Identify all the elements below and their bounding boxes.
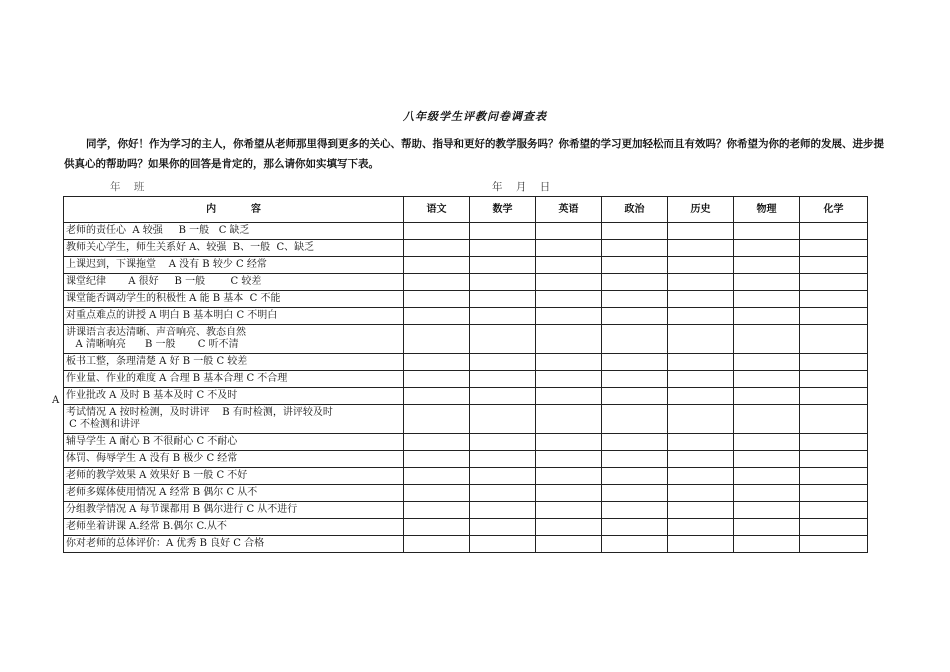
rating-cell[interactable] bbox=[536, 240, 602, 257]
rating-cell[interactable] bbox=[800, 485, 868, 502]
rating-cell[interactable] bbox=[404, 257, 470, 274]
rating-cell[interactable] bbox=[404, 502, 470, 519]
table-row bbox=[64, 325, 868, 354]
rating-cell[interactable] bbox=[470, 502, 536, 519]
question-cell: 考试情况 A 按时检测，及时讲评 B 有时检测，讲评较及时 C 不检测和讲评 bbox=[64, 405, 404, 434]
rating-cell[interactable] bbox=[800, 388, 868, 405]
question-cell: 体罚、侮辱学生 A 没有 B 极少 C 经常 bbox=[64, 451, 404, 468]
rating-cell[interactable] bbox=[404, 274, 470, 291]
rating-cell[interactable] bbox=[734, 502, 800, 519]
rating-cell[interactable] bbox=[470, 451, 536, 468]
rating-cell[interactable] bbox=[470, 354, 536, 371]
rating-cell[interactable] bbox=[734, 451, 800, 468]
table-row bbox=[64, 468, 868, 485]
rating-cell[interactable] bbox=[668, 405, 734, 434]
rating-cell[interactable] bbox=[800, 240, 868, 257]
rating-cell[interactable] bbox=[668, 502, 734, 519]
table-row bbox=[64, 354, 868, 371]
rating-cell[interactable] bbox=[470, 308, 536, 325]
rating-cell[interactable] bbox=[536, 325, 602, 354]
rating-cell[interactable] bbox=[668, 536, 734, 553]
rating-cell[interactable] bbox=[602, 468, 668, 485]
rating-cell[interactable] bbox=[602, 536, 668, 553]
rating-cell[interactable] bbox=[470, 434, 536, 451]
rating-cell[interactable] bbox=[668, 485, 734, 502]
rating-cell[interactable] bbox=[602, 434, 668, 451]
rating-cell[interactable] bbox=[800, 451, 868, 468]
table-row bbox=[64, 308, 868, 325]
rating-cell[interactable] bbox=[536, 354, 602, 371]
rating-cell[interactable] bbox=[668, 257, 734, 274]
question-cell: 作业量、作业的难度 A 合理 B 基本合理 C 不合理 bbox=[64, 371, 404, 388]
rating-cell[interactable] bbox=[668, 325, 734, 354]
survey-table-body bbox=[64, 223, 868, 553]
rating-cell[interactable] bbox=[470, 485, 536, 502]
rating-cell[interactable] bbox=[800, 223, 868, 240]
rating-cell[interactable] bbox=[734, 485, 800, 502]
question-cell: 课堂纪律 A 很好 B 一般 C 较差 bbox=[64, 274, 404, 291]
rating-cell[interactable] bbox=[800, 325, 868, 354]
rating-cell[interactable] bbox=[602, 405, 668, 434]
rating-cell[interactable] bbox=[800, 468, 868, 485]
rating-cell[interactable] bbox=[602, 325, 668, 354]
rating-cell[interactable] bbox=[602, 485, 668, 502]
rating-cell[interactable] bbox=[470, 223, 536, 240]
subject-header-english: 英语 bbox=[536, 197, 602, 223]
rating-cell[interactable] bbox=[800, 354, 868, 371]
rating-cell[interactable] bbox=[800, 291, 868, 308]
rating-cell[interactable] bbox=[536, 291, 602, 308]
rating-cell[interactable] bbox=[404, 451, 470, 468]
rating-cell[interactable] bbox=[404, 388, 470, 405]
rating-cell[interactable] bbox=[470, 274, 536, 291]
rating-cell[interactable] bbox=[404, 325, 470, 354]
rating-cell[interactable] bbox=[536, 536, 602, 553]
rating-cell[interactable] bbox=[668, 388, 734, 405]
rating-cell[interactable] bbox=[668, 468, 734, 485]
question-cell: 教师关心学生，师生关系好 A、较强 B、一般 C、缺乏 bbox=[64, 240, 404, 257]
rating-cell[interactable] bbox=[734, 371, 800, 388]
table-row bbox=[64, 371, 868, 388]
table-row bbox=[64, 405, 868, 434]
rating-cell[interactable] bbox=[668, 434, 734, 451]
table-row bbox=[64, 519, 868, 536]
rating-cell[interactable] bbox=[800, 502, 868, 519]
intro-paragraph: 同学，你好！作为学习的主人，你希望从老师那里得到更多的关心、帮助、指导和更好的教学服务吗？你希望的学习更加轻松而且有效吗？你希望为你的老师的发展、进步提供真心的帮助吗？如果你的回答是肯定的，那么请你如实填写下表。 bbox=[64, 138, 884, 170]
rating-cell[interactable] bbox=[404, 434, 470, 451]
rating-cell[interactable] bbox=[800, 536, 868, 553]
class-field-label: 年 班 bbox=[110, 181, 145, 193]
rating-cell[interactable] bbox=[734, 405, 800, 434]
question-cell: 老师的教学效果 A 效果好 B 一般 C 不好 bbox=[64, 468, 404, 485]
rating-cell[interactable] bbox=[734, 519, 800, 536]
rating-cell[interactable] bbox=[668, 451, 734, 468]
rating-cell[interactable] bbox=[734, 257, 800, 274]
question-cell: 老师坐着讲课 A.经常 B.偶尔 C.从不 bbox=[64, 519, 404, 536]
rating-cell[interactable] bbox=[800, 405, 868, 434]
rating-cell[interactable] bbox=[734, 240, 800, 257]
rating-cell[interactable] bbox=[470, 325, 536, 354]
question-cell: 对重点难点的讲授 A 明白 B 基本明白 C 不明白 bbox=[64, 308, 404, 325]
question-cell: 课堂能否调动学生的积极性 A 能 B 基本 C 不能 bbox=[64, 291, 404, 308]
row-marker: A bbox=[52, 395, 60, 406]
rating-cell[interactable] bbox=[404, 468, 470, 485]
rating-cell[interactable] bbox=[404, 223, 470, 240]
rating-cell[interactable] bbox=[470, 468, 536, 485]
rating-cell[interactable] bbox=[536, 485, 602, 502]
question-cell: 作业批改 A 及时 B 基本及时 C 不及时 bbox=[64, 388, 404, 405]
table-row bbox=[64, 451, 868, 468]
rating-cell[interactable] bbox=[404, 371, 470, 388]
rating-cell[interactable] bbox=[536, 451, 602, 468]
subject-header-physics: 物理 bbox=[734, 197, 800, 223]
rating-cell[interactable] bbox=[470, 519, 536, 536]
rating-cell[interactable] bbox=[602, 291, 668, 308]
rating-cell[interactable] bbox=[734, 468, 800, 485]
rating-cell[interactable] bbox=[734, 434, 800, 451]
question-cell: 板书工整，条理清楚 A 好 B 一般 C 较差 bbox=[64, 354, 404, 371]
question-cell: 辅导学生 A 耐心 B 不很耐心 C 不耐心 bbox=[64, 434, 404, 451]
rating-cell[interactable] bbox=[404, 354, 470, 371]
subject-header-chinese: 语文 bbox=[404, 197, 470, 223]
subject-header-chemistry: 化学 bbox=[800, 197, 868, 223]
rating-cell[interactable] bbox=[536, 519, 602, 536]
rating-cell[interactable] bbox=[536, 274, 602, 291]
rating-cell[interactable] bbox=[734, 223, 800, 240]
rating-cell[interactable] bbox=[668, 223, 734, 240]
table-row bbox=[64, 502, 868, 519]
rating-cell[interactable] bbox=[470, 405, 536, 434]
rating-cell[interactable] bbox=[800, 308, 868, 325]
rating-cell[interactable] bbox=[404, 485, 470, 502]
rating-cell[interactable] bbox=[404, 536, 470, 553]
rating-cell[interactable] bbox=[602, 308, 668, 325]
rating-cell[interactable] bbox=[800, 434, 868, 451]
rating-cell[interactable] bbox=[602, 388, 668, 405]
rating-cell[interactable] bbox=[734, 354, 800, 371]
subject-header-history: 历史 bbox=[668, 197, 734, 223]
rating-cell[interactable] bbox=[536, 434, 602, 451]
rating-cell[interactable] bbox=[602, 257, 668, 274]
table-row bbox=[64, 536, 868, 553]
rating-cell[interactable] bbox=[404, 519, 470, 536]
rating-cell[interactable] bbox=[602, 274, 668, 291]
rating-cell[interactable] bbox=[470, 257, 536, 274]
content-column-header: 内 容 bbox=[64, 197, 404, 223]
table-row bbox=[64, 388, 868, 405]
rating-cell[interactable] bbox=[668, 519, 734, 536]
question-cell: 老师多媒体使用情况 A 经常 B 偶尔 C 从不 bbox=[64, 485, 404, 502]
rating-cell[interactable] bbox=[734, 388, 800, 405]
question-cell: 分组教学情况 A 每节课都用 B 偶尔进行 C 从不进行 bbox=[64, 502, 404, 519]
rating-cell[interactable] bbox=[800, 519, 868, 536]
rating-cell[interactable] bbox=[536, 405, 602, 434]
rating-cell[interactable] bbox=[734, 536, 800, 553]
question-cell: 上课迟到，下课拖堂 A 没有 B 较少 C 经常 bbox=[64, 257, 404, 274]
rating-cell[interactable] bbox=[668, 274, 734, 291]
rating-cell[interactable] bbox=[602, 223, 668, 240]
survey-title: 八年级学生评教问卷调查表 bbox=[403, 110, 547, 123]
rating-cell[interactable] bbox=[734, 308, 800, 325]
rating-cell[interactable] bbox=[668, 240, 734, 257]
table-row bbox=[64, 485, 868, 502]
rating-cell[interactable] bbox=[404, 240, 470, 257]
table-row bbox=[64, 274, 868, 291]
table-row bbox=[64, 257, 868, 274]
rating-cell[interactable] bbox=[536, 502, 602, 519]
rating-cell[interactable] bbox=[668, 308, 734, 325]
rating-cell[interactable] bbox=[602, 519, 668, 536]
rating-cell[interactable] bbox=[800, 371, 868, 388]
question-cell: 讲课语言表达清晰、声音响亮、教态自然 A 清晰响亮 B 一般 C 听不清 bbox=[64, 325, 404, 354]
date-field-label: 年 月 日 bbox=[492, 181, 551, 193]
rating-cell[interactable] bbox=[668, 354, 734, 371]
subject-header-politics: 政治 bbox=[602, 197, 668, 223]
rating-cell[interactable] bbox=[668, 291, 734, 308]
subject-header-math: 数学 bbox=[470, 197, 536, 223]
rating-cell[interactable] bbox=[536, 388, 602, 405]
rating-cell[interactable] bbox=[404, 405, 470, 434]
rating-cell[interactable] bbox=[470, 291, 536, 308]
rating-cell[interactable] bbox=[602, 451, 668, 468]
rating-cell[interactable] bbox=[536, 223, 602, 240]
rating-cell[interactable] bbox=[602, 502, 668, 519]
rating-cell[interactable] bbox=[800, 274, 868, 291]
rating-cell[interactable] bbox=[602, 240, 668, 257]
rating-cell[interactable] bbox=[470, 388, 536, 405]
rating-cell[interactable] bbox=[404, 291, 470, 308]
rating-cell[interactable] bbox=[734, 274, 800, 291]
rating-cell[interactable] bbox=[536, 308, 602, 325]
question-cell: 老师的责任心 A 较强 B 一般 C 缺乏 bbox=[64, 223, 404, 240]
table-row bbox=[64, 291, 868, 308]
rating-cell[interactable] bbox=[602, 371, 668, 388]
question-cell: 你对老师的总体评价：A 优秀 B 良好 C 合格 bbox=[64, 536, 404, 553]
rating-cell[interactable] bbox=[536, 371, 602, 388]
rating-cell[interactable] bbox=[404, 308, 470, 325]
rating-cell[interactable] bbox=[536, 468, 602, 485]
rating-cell[interactable] bbox=[800, 257, 868, 274]
rating-cell[interactable] bbox=[734, 291, 800, 308]
rating-cell[interactable] bbox=[668, 371, 734, 388]
rating-cell[interactable] bbox=[470, 536, 536, 553]
rating-cell[interactable] bbox=[470, 240, 536, 257]
rating-cell[interactable] bbox=[602, 354, 668, 371]
rating-cell[interactable] bbox=[536, 257, 602, 274]
rating-cell[interactable] bbox=[470, 371, 536, 388]
table-row bbox=[64, 223, 868, 240]
survey-table bbox=[63, 196, 868, 553]
table-row bbox=[64, 434, 868, 451]
rating-cell[interactable] bbox=[734, 325, 800, 354]
table-row bbox=[64, 240, 868, 257]
table-header-row bbox=[64, 197, 868, 223]
